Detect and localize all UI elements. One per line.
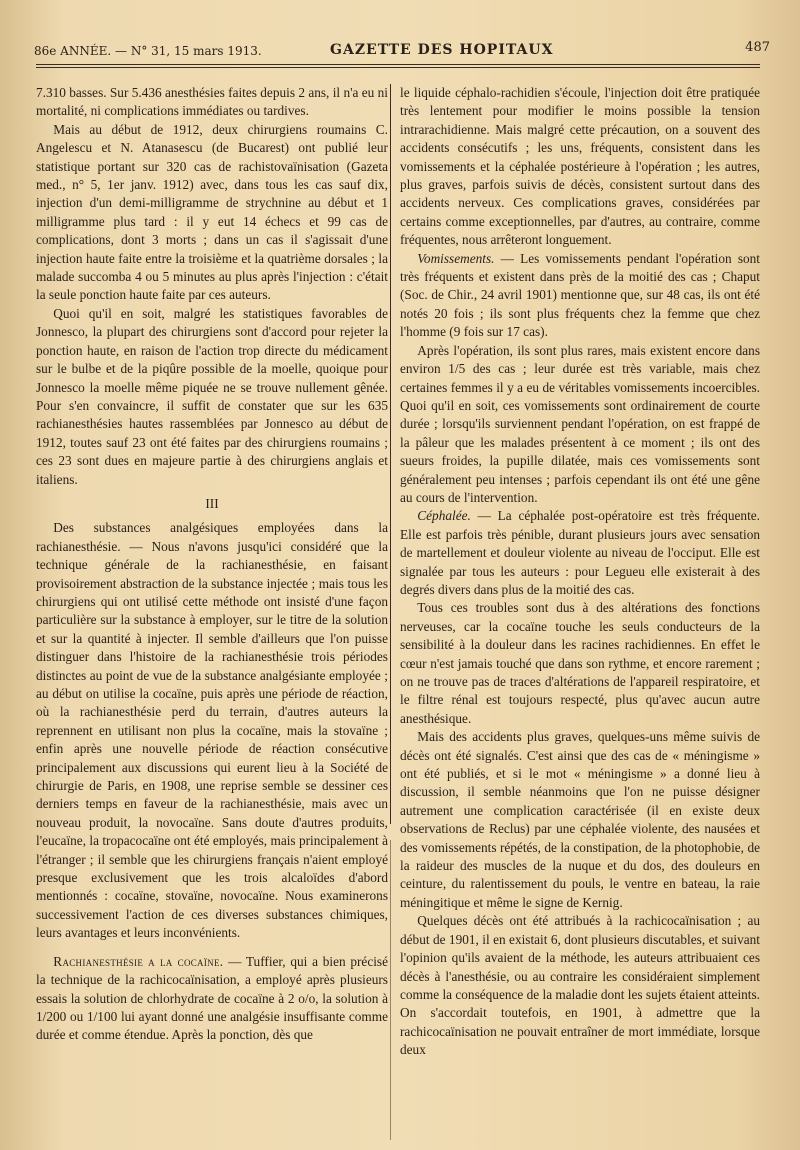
header-rule-double [36,67,760,68]
paragraph [400,250,760,342]
paragraph [400,507,760,599]
paragraph: Mais des accidents plus graves, quelques-uns même suivis de décès ont été signalés. C'est ainsi que des cas de « méningisme » ont été publiés, et si le mot « méningisme » a donné lieu à discussion, il semble néanmoins que l'on ne puisse désigner autrement une complication caractérisée (il en existe deux observations de Reclus) par une céphalée violente, des nausées et des vomissements répétés, de la constipation, de la photophobie, de la raideur des muscles de la nuque et du dos, des douleurs en ceinture, du ralentissement du pouls, le ventre en bateau, la raie méningitique et même le signe de Kernig. [400,729,760,910]
paragraph: Quelques décès ont été attribués à la rachicocaïnisation ; au début de 1901, il en existait 6, dont plusieurs discutables, et suivant l'opinion qu'ils avaient de la méthode, les auteurs attribuaient ces décès à l'anesthésie, ou au contraire les considéraient simplement comme la conséquence de la maladie dont les sujets étaient atteints. On s'accordait toutefois, en 1901, à admettre que la rachicocaïnisation ne pouvait entraîner de mort immédiate, lorsque deux [400,913,760,1058]
left-column [36,84,388,1045]
subsection-heading: Céphalée. [417,508,471,524]
paragraph-text: — Les vomissements pendant l'opération sont très fréquents et existent dans près de la moitié des cas ; Chaput (Soc. de Chir., 24 avril 1901) mentionne que, sur 48 cas, ils ont été notés 20 fois ; ils sont plus fréquents chez la femme que chez l'homme (9 fois sur 17 cas). [400,250,760,340]
right-column [400,84,760,1060]
paragraph [36,953,388,1045]
page-header [20,40,770,64]
header-rule [36,64,760,65]
section-number: III [205,495,219,511]
column-divider-lower [390,840,391,1140]
subsection-heading: Rachianesthésie a la cocaïne. [53,953,224,969]
paragraph: Tous ces troubles sont dus à des altérations des fonctions nerveuses, car la cocaïne touche les seuls conducteurs de la sensibilité à la douleur dans les racines rachidiennes. En effet le cœur n'est jamais touché que dans son rythme, et encore rarement ; on ne trouve pas de traces d'altérations de l'appareil respiratoire, et le filtre rénal est toujours respecté, plus qu'avec aucun autre anesthésique. [400,600,760,726]
issue-line: 86e ANNÉE. — N° 31, 15 mars 1913. [34,44,262,58]
paragraph-text: — Nous n'avons jusqu'ici considéré que la technique générale de la rachianesthésie, en faisant provisoirement abstraction de la substance injectée ; mais tous les chirurgiens qui ont utilisé cette méthode ont insisté d'une façon particulière sur la substance à employer, sur le titre de la solution et sur la quantité à injecter. Il semble d'ailleurs que l'on puisse distinguer dans l'histoire de la rachianesthésie trois périodes distinctes au point de vue de la substance analgésiante employée ; au début on utilise la cocaïne, puis après une période de réaction, où la rachianesthésie perd du terrain, d'autres auteurs la reprennent en utilisant non plus la cocaïne, mais la stovaïne ; enfin après une nouvelle période de réaction consécutive principalement aux discussions qui eurent lieu à la Société de chirurgie de Paris, en 1908, une reprise semble se dessiner ces derniers temps en faveur de la rachianesthésie, mais avec un nouveau produit, la novocaïne. Sans doute d'autres produits, l'eucaïne, la tropacocaïne ont été employés, mais principalement à l'étranger ; il semble que les chirurgiens français n'aient employé presque exclusivement que les trois alcaloïdes d'abord mentionnés : cocaïne, stovaïne, novocaïne. Nous examinerons successivement l'action de ces diverses substances chimiques, leurs avantages et leurs inconvénients. [36,538,388,941]
paragraph-text: — Tuffier, qui a bien précisé la technique de la rachicocaïnisation, a employé après plusieurs essais la solution de chlorhydrate de cocaïne à 2 o/o, la solution à 1/200 ou 1/100 lui ayant donné une analgésie insuffisante comme durée et comme étendue. Après la ponction, dès que [36,953,388,1043]
paragraph: Mais au début de 1912, deux chirurgiens roumains C. Angelescu et N. Atanasescu (de Bucarest) ont publié leur statistique portant sur 320 cas de rachistovaïnisation (Gazeta med., n° 5, 1er janv. 1912) avec, dans tous les cas sauf dix, injection d'un demi-milligramme de strychnine au début et 1 milligramme plus tard : il y eut 14 échecs et 99 cas de complications, dont 3 morts ; dans un cas il s'agissait d'une injection haute faite entre la troisième et la quatrième dorsales ; la malade succomba 4 ou 5 minutes au plus après l'injection : c'était la seule ponction haute faite par ces auteurs. [36,121,388,303]
paragraph-text: — La céphalée post-opératoire est très fréquente. Elle est parfois très pénible, durant plusieurs jours avec sensation de martellement et douleur violente au niveau de l'occiput. Elle est signalée par tous les auteurs : pour Legueu elle existerait à des degrés divers dans plus de la moitié des cas. [400,508,760,597]
paragraph: Après l'opération, ils sont plus rares, mais existent encore dans environ 1/5 des cas ; leur durée est très variable, mais chez certaines femmes il y a eu de véritables vomissements incoercibles. Quoi qu'il en soit, ces vomissements sont ordinairement de courte durée ; lorsqu'ils surviennent pendant l'opération, on est frappé de la pâleur que les malades présentent à ce moment ; ils ont des sueurs froides, la pupille dilatée, mais ces vomissements sont généralement peu intenses ; parfois cependant ils ont été une gêne au cours de l'intervention. [400,342,760,505]
paragraph: le liquide céphalo-rachidien s'écoule, l'injection doit être pratiquée très lentement pour modifier le moins possible la tension intrarachidienne. Mais malgré cette précaution, on a souvent des accidents consécutifs ; les uns, fréquents, consistent dans les vomissements et la céphalée postérieure à l'opération ; les autres, plus graves, parfois suivis de décès, consistent surtout dans des accidents nerveux. Ces complications graves, considérées par certains comme exceptionnelles, par d'autres, au contraire, comme fréquentes, nous arrêteront longuement. [400,85,760,248]
paragraph: Quoi qu'il en soit, malgré les statistiques favorables de Jonnesco, la plupart des chirurgiens sont d'accord pour rejeter la ponction haute, en raison de l'action trop directe du médicament sur le bulbe et de la piqûre possible de la moelle, quoique pour Jonnesco la moelle même piquée ne se trouve nullement gênée. Pour s'en convaincre, il suffit de constater que sur les 635 rachianesthésies hautes rassemblées par Jonnesco au début de 1912, toutes sauf 23 ont été faites par des chirurgiens roumains ; ces 23 sont dues en majeure partie à des chirurgiens anglais et italiens. [36,305,388,487]
section-heading: Des substances analgésiques employées dans la rachianesthésie. [36,520,388,554]
journal-title: GAZETTE DES HOPITAUX [330,42,554,58]
paragraph: 7.310 basses. Sur 5.436 anesthésies faites depuis 2 ans, il n'a eu ni mortalité, ni complications immédiates ou tardives. [36,85,388,119]
column-divider [390,84,391,824]
page-number: 487 [745,40,770,55]
paragraph [36,519,388,942]
subsection-heading: Vomissements. [417,250,495,266]
